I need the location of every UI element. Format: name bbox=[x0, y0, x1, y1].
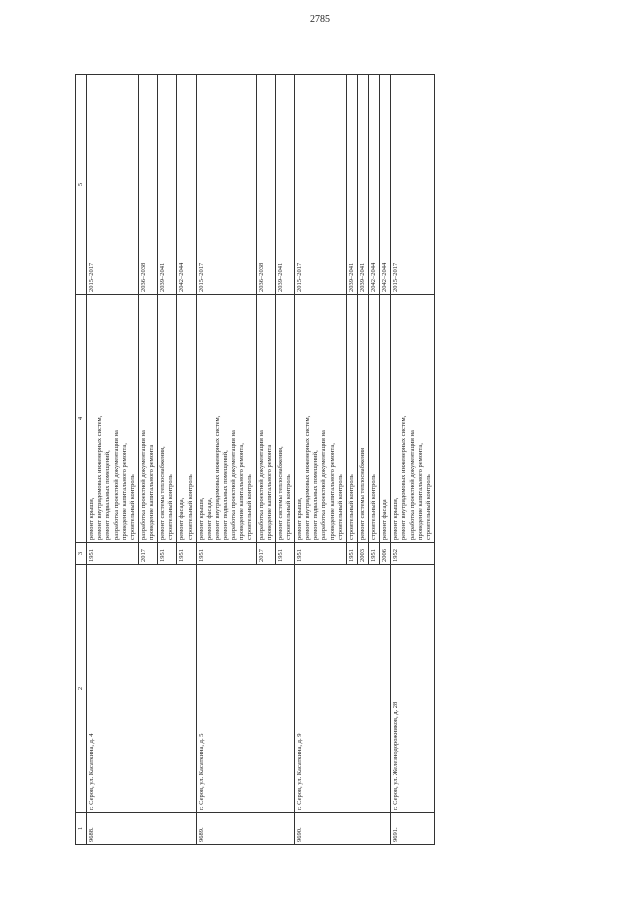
work-text: строительный контроль bbox=[370, 474, 377, 540]
year: 2017 bbox=[138, 543, 157, 565]
column-header-4: 4 bbox=[76, 295, 87, 543]
work-text: ремонт фасада bbox=[381, 499, 389, 540]
period: 2039–2041 bbox=[357, 75, 368, 295]
work-list bbox=[87, 295, 139, 543]
year: 2017 bbox=[256, 543, 275, 565]
work-list bbox=[256, 295, 275, 543]
work-text: ремонт фасада, строительный контроль bbox=[178, 474, 194, 540]
work-list bbox=[357, 295, 368, 543]
address: г. Серов, ул. Касаткина, д. 5 bbox=[196, 565, 294, 813]
work-list bbox=[369, 295, 380, 543]
year: 1951 bbox=[158, 543, 177, 565]
work-text: разработка проектной документации на проведение капитального ремонта bbox=[257, 430, 273, 540]
row-number: 9689. bbox=[196, 813, 294, 845]
work-list bbox=[177, 295, 196, 543]
work-list bbox=[158, 295, 177, 543]
period: 2042–2044 bbox=[380, 75, 391, 295]
address: г. Серов, ул. Железнодорожников, д. 28 bbox=[391, 565, 435, 813]
work-list bbox=[138, 295, 157, 543]
repair-schedule-table-wrapper bbox=[75, 75, 565, 845]
period: 2015–2017 bbox=[295, 75, 347, 295]
period: 2039–2041 bbox=[275, 75, 294, 295]
table-row bbox=[196, 75, 256, 845]
work-text: ремонт системы теплоснабжения, строительный контроль bbox=[159, 446, 175, 540]
address: г. Серов, ул. Касаткина, д. 9 bbox=[295, 565, 391, 813]
table-row bbox=[87, 75, 139, 845]
year: 2003 bbox=[357, 543, 368, 565]
work-list bbox=[295, 295, 347, 543]
period: 2015–2017 bbox=[391, 75, 435, 295]
work-text: ремонт системы теплоснабжения, строительный контроль bbox=[276, 446, 292, 540]
period: 2042–2044 bbox=[369, 75, 380, 295]
work-text: ремонт крыши, ремонт внутридомовых инженерных систем, ремонт подвальных помещений, разработка проектной документации на проведение капитального ремонта, строительный контроль bbox=[296, 415, 344, 540]
period: 2036–2038 bbox=[256, 75, 275, 295]
period: 2036–2038 bbox=[138, 75, 157, 295]
year: 1951 bbox=[369, 543, 380, 565]
work-list bbox=[275, 295, 294, 543]
period: 2039–2041 bbox=[346, 75, 357, 295]
year: 2006 bbox=[380, 543, 391, 565]
row-number: 9690. bbox=[295, 813, 391, 845]
repair-schedule-table bbox=[75, 74, 435, 845]
year: 1951 bbox=[295, 543, 347, 565]
work-list bbox=[380, 295, 391, 543]
year: 1951 bbox=[196, 543, 256, 565]
year: 1951 bbox=[275, 543, 294, 565]
year: 1951 bbox=[346, 543, 357, 565]
year: 1951 bbox=[87, 543, 139, 565]
period: 2015–2017 bbox=[196, 75, 256, 295]
address: г. Серов, ул. Касаткина, д. 4 bbox=[87, 565, 197, 813]
period: 2042–2044 bbox=[177, 75, 196, 295]
work-text: ремонт крыши, ремонт внутридомовых инженерных систем, разработка проектной документации на проведение капитального ремонта, строительный контроль bbox=[392, 415, 432, 540]
work-list bbox=[196, 295, 256, 543]
work-text: ремонт системы теплоснабжения bbox=[358, 447, 366, 540]
period: 2039–2041 bbox=[158, 75, 177, 295]
work-text: ремонт крыши, ремонт внутридомовых инженерных систем, ремонт подвальных помещений, разработка проектной документации на проведение капитального ремонта, строительный контроль bbox=[88, 415, 136, 540]
row-number: 9688. bbox=[87, 813, 197, 845]
page-number: 2785 bbox=[310, 14, 330, 25]
work-list bbox=[391, 295, 435, 543]
table-row bbox=[295, 75, 347, 845]
work-list bbox=[346, 295, 357, 543]
column-header-3: 3 bbox=[76, 543, 87, 565]
work-text: ремонт крыши, ремонт фасада, ремонт внутридомовых инженерных систем, ремонт подвальных помещений, разработка проектной документации на проведение капитального ремонта, строительный контроль bbox=[197, 415, 254, 540]
header-row bbox=[76, 75, 87, 845]
column-header-1: 1 bbox=[76, 813, 87, 845]
period: 2015–2017 bbox=[87, 75, 139, 295]
row-number: 9691. bbox=[391, 813, 435, 845]
work-text: строительный контроль bbox=[347, 474, 355, 540]
column-header-2: 2 bbox=[76, 565, 87, 813]
table-row bbox=[391, 75, 435, 845]
work-text: разработка проектной документации на проведение капитального ремонта bbox=[139, 430, 155, 540]
column-header-5: 5 bbox=[76, 75, 87, 295]
year: 1952 bbox=[391, 543, 435, 565]
year: 1951 bbox=[177, 543, 196, 565]
